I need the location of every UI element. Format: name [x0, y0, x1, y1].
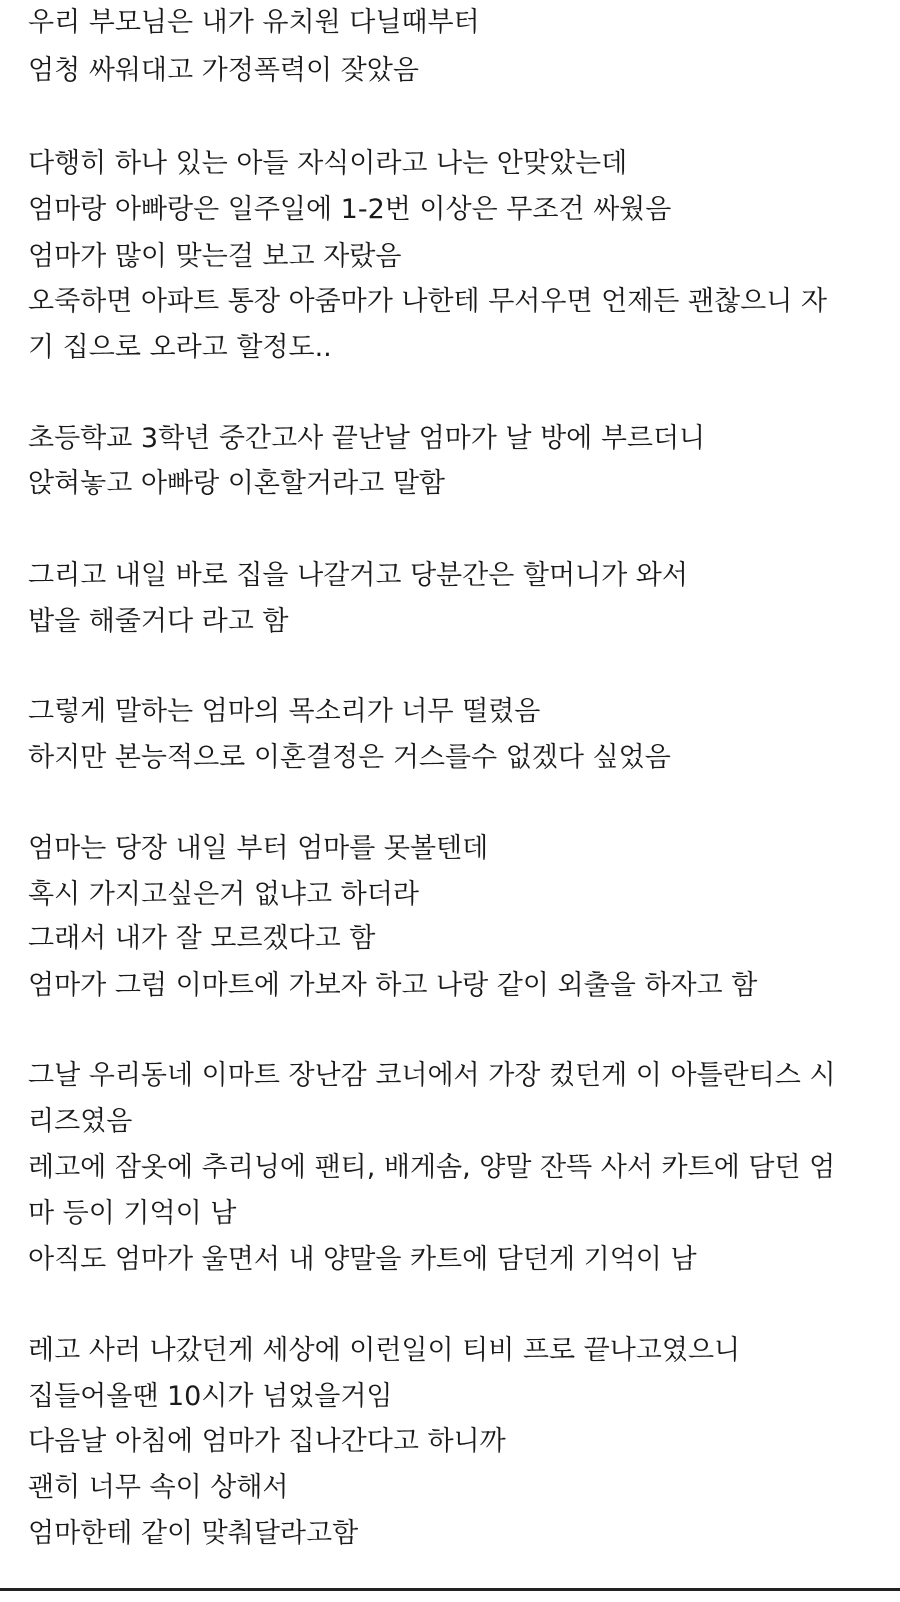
- text-line: 밥을 해줄거다 라고 함: [28, 606, 289, 637]
- text-line: 앉혀놓고 아빠랑 이혼할거라고 말함: [28, 468, 445, 499]
- text-line: 그리고 내일 바로 집을 나갈거고 당분간은 할머니가 와서: [28, 560, 688, 591]
- text-line: 그날 우리동네 이마트 장난감 코너에서 가장 컸던게 이 아틀란티스 시: [28, 1060, 836, 1091]
- text-line: 오죽하면 아파트 통장 아줌마가 나한테 무서우면 언제든 괜찮으니 자: [28, 286, 827, 317]
- text-line: 아직도 엄마가 울면서 내 양말을 카트에 담던게 기억이 남: [28, 1244, 697, 1275]
- bottom-divider: [0, 1588, 900, 1591]
- text-line: 하지만 본능적으로 이혼결정은 거스를수 없겠다 싶었음: [28, 742, 671, 773]
- text-line: 엄마랑 아빠랑은 일주일에 1-2번 이상은 무조건 싸웠음: [28, 194, 672, 225]
- text-line: 엄청 싸워대고 가정폭력이 잦았음: [28, 55, 419, 86]
- text-line: 레고에 잠옷에 추리닝에 팬티, 배게솜, 양말 잔뜩 사서 카트에 담던 엄: [28, 1152, 836, 1183]
- text-line: 기 집으로 오라고 할정도..: [28, 332, 332, 363]
- text-line: 괜히 너무 속이 상해서: [28, 1472, 289, 1503]
- text-line: 혹시 가지고싶은거 없냐고 하더라: [28, 879, 419, 910]
- text-line: 그래서 내가 잘 모르겠다고 함: [28, 923, 376, 954]
- text-line: 마 등이 기억이 남: [28, 1198, 237, 1229]
- text-line: 집들어올땐 10시가 넘었을거임: [28, 1381, 393, 1412]
- text-line: 다행히 하나 있는 아들 자식이라고 나는 안맞았는데: [28, 148, 628, 179]
- text-line: 엄마가 그럼 이마트에 가보자 하고 나랑 같이 외출을 하자고 함: [28, 970, 758, 1001]
- text-line: 엄마한테 같이 맞춰달라고함: [28, 1518, 359, 1549]
- text-line: 다음날 아침에 엄마가 집나간다고 하니까: [28, 1426, 506, 1457]
- text-line: 레고 사러 나갔던게 세상에 이런일이 티비 프로 끝나고였으니: [28, 1335, 741, 1366]
- text-line: 우리 부모님은 내가 유치원 다닐때부터: [28, 7, 480, 38]
- text-line: 그렇게 말하는 엄마의 목소리가 너무 떨렸음: [28, 696, 541, 727]
- text-line: 초등학교 3학년 중간고사 끝난날 엄마가 날 방에 부르더니: [28, 423, 706, 454]
- text-line: 리즈였음: [28, 1106, 133, 1137]
- text-line: 엄마가 많이 맞는걸 보고 자랐음: [28, 241, 402, 272]
- text-line: 엄마는 당장 내일 부터 엄마를 못볼텐데: [28, 833, 489, 864]
